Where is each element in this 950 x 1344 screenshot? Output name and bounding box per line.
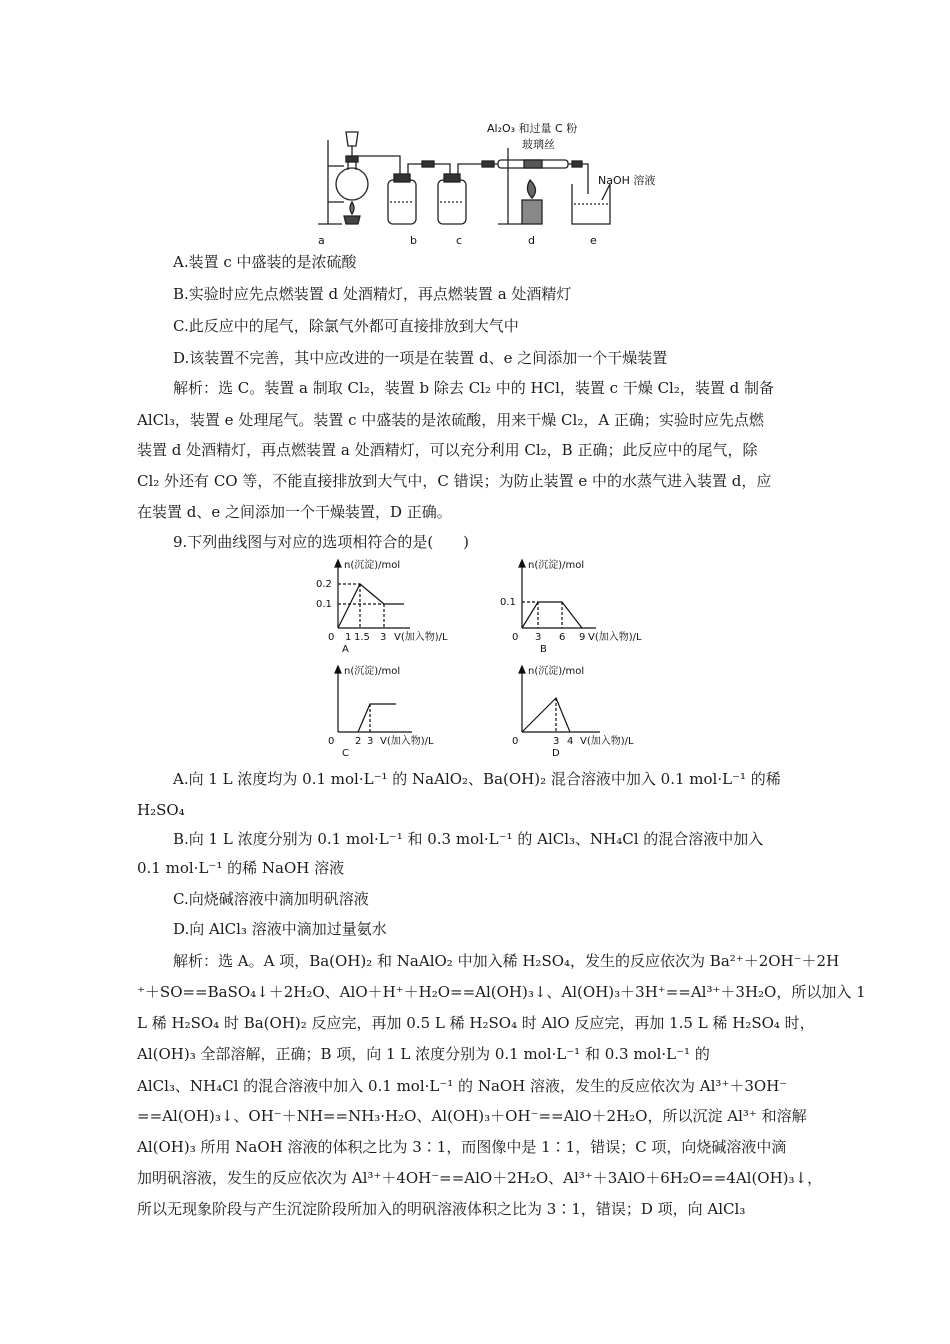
q9-analysis-line-3: L 稀 H₂SO₄ 时 Ba(OH)₂ 反应完，再加 0.5 L 稀 H₂SO₄ 时 AlO 反应完，再加 1.5 L 稀 H₂SO₄ 时， — [137, 1014, 815, 1032]
device-label-d: d — [528, 234, 535, 247]
q8-option-b: B.实验时应先点燃装置 d 处酒精灯，再点燃装置 a 处酒精灯 — [173, 285, 572, 303]
graph-a-x1: 1 — [345, 632, 352, 643]
graph-d-x2: 4 — [567, 736, 574, 747]
q9-option-c: C.向烧碱溶液中滴加明矾溶液 — [173, 890, 369, 908]
device-label-b: b — [410, 234, 417, 247]
glass-wool-label: 玻璃丝 — [522, 138, 555, 151]
q9-option-b-line-1: B.向 1 L 浓度分别为 0.1 mol·L⁻¹ 和 0.3 mol·L⁻¹ 的 AlCl₃、NH₄Cl 的混合溶液中加入 — [173, 830, 764, 848]
graph-a-name: A — [342, 644, 349, 655]
graph-c-xlabel: V(加入物)/L — [380, 736, 434, 747]
q9-stem: 9.下列曲线图与对应的选项相符合的是( ) — [173, 533, 470, 551]
chlorination-apparatus-diagram — [310, 118, 656, 250]
graph-c-ylabel: n(沉淀)/mol — [344, 666, 401, 677]
graph-b-y-arrow — [519, 560, 525, 567]
graph-a-y2: 0.1 — [316, 599, 332, 610]
graph-a-y-arrow — [335, 560, 341, 567]
graph-d-x1: 3 — [553, 736, 560, 747]
graph-a-xlabel: V(加入物)/L — [394, 632, 448, 643]
graph-c-x0: 0 — [328, 736, 335, 747]
q9-analysis-line-5: AlCl₃、NH₄Cl 的混合溶液中加入 0.1 mol·L⁻¹ 的 NaOH 溶液，发生的反应依次为 Al³⁺＋3OH⁻ — [137, 1077, 788, 1095]
q8-option-d: D.该装置不完善，其中应改进的一项是在装置 d、e 之间添加一个干燥装置 — [173, 349, 668, 367]
graph-a-ylabel: n(沉淀)/mol — [344, 560, 401, 571]
graph-d-y-arrow — [519, 666, 525, 673]
graph-b-x3: 9 — [579, 632, 586, 643]
graph-b-x1: 3 — [535, 632, 542, 643]
q8-analysis-line-3: 装置 d 处酒精灯，再点燃装置 a 处酒精灯，可以充分利用 Cl₂，B 正确；此反应中的尾气，除 — [137, 441, 758, 459]
q8-analysis-line-2: AlCl₃，装置 e 处理尾气。装置 c 中盛装的是浓硫酸，用来干燥 Cl₂，A 正确；实验时应先点燃 — [137, 411, 764, 429]
q8-analysis-line-5: 在装置 d、e 之间添加一个干燥装置，D 正确。 — [137, 503, 452, 521]
q8-analysis-line-4: Cl₂ 外还有 CO 等，不能直接排放到大气中，C 错误；为防止装置 e 中的水蒸气进入装置 d，应 — [137, 472, 772, 490]
q8-analysis-line-1: 解析：选 C。装置 a 制取 Cl₂，装置 b 除去 Cl₂ 中的 HCl，装置 c 干燥 Cl₂，装置 d 制备 — [173, 379, 774, 397]
graph-b-x2: 6 — [559, 632, 566, 643]
q9-analysis-line-1: 解析：选 A。A 项，Ba(OH)₂ 和 NaAlO₂ 中加入稀 H₂SO₄，发生的反应依次为 Ba²⁺＋2OH⁻＋2H — [173, 952, 840, 970]
graph-b-name: B — [540, 644, 547, 655]
graph-a-x0: 0 — [328, 632, 335, 643]
q9-analysis-line-7: Al(OH)₃ 所用 NaOH 溶液的体积之比为 3∶1，而图像中是 1∶1，错误；C 项，向烧碱溶液中滴 — [137, 1138, 787, 1156]
graph-c — [316, 662, 486, 758]
q9-analysis-line-2: ⁺＋SO==BaSO₄↓＋2H₂O、AlO＋H⁺＋H₂O==Al(OH)₃↓、Al(OH)₃＋3H⁺==Al³⁺＋3H₂O，所以加入 1 — [137, 983, 866, 1001]
graph-d-name: D — [552, 748, 560, 759]
q9-option-a-line-2: H₂SO₄ — [137, 801, 185, 819]
device-label-a: a — [318, 234, 325, 247]
q8-option-a: A.装置 c 中盛装的是浓硫酸 — [173, 253, 357, 271]
q9-analysis-line-4: Al(OH)₃ 全部溶解，正确；B 项，向 1 L 浓度分别为 0.1 mol·L⁻¹ 和 0.3 mol·L⁻¹ 的 — [137, 1045, 710, 1063]
q9-option-b-line-2: 0.1 mol·L⁻¹ 的稀 NaOH 溶液 — [137, 859, 345, 877]
graph-b-x0: 0 — [512, 632, 519, 643]
graph-a-x2: 1.5 — [354, 632, 370, 643]
graph-c-x2: 3 — [367, 736, 374, 747]
graph-d-curve — [522, 698, 570, 732]
graph-c-x1: 2 — [355, 736, 362, 747]
graph-b-curve — [522, 602, 582, 628]
device-label-c: c — [456, 234, 463, 247]
q9-analysis-line-8: 加明矾溶液，发生的反应依次为 Al³⁺＋4OH⁻==AlO＋2H₂O、Al³⁺＋3AlO＋6H₂O==4Al(OH)₃↓， — [137, 1169, 823, 1187]
graph-a-x3: 3 — [380, 632, 387, 643]
q8-option-c: C.此反应中的尾气，除氯气外都可直接排放到大气中 — [173, 317, 519, 335]
q9-analysis-line-9: 所以无现象阶段与产生沉淀阶段所加入的明矾溶液体积之比为 3∶1，错误；D 项，向 AlCl₃ — [137, 1200, 746, 1218]
reagent-label: Al₂O₃ 和过量 C 粉 — [487, 122, 578, 135]
graph-d-x0: 0 — [512, 736, 519, 747]
graph-d — [500, 662, 670, 758]
graph-b-y1: 0.1 — [500, 597, 516, 608]
graph-b-ylabel: n(沉淀)/mol — [528, 560, 585, 571]
graph-b — [500, 558, 670, 654]
naoh-label: NaOH 溶液 — [598, 174, 656, 187]
q9-option-d: D.向 AlCl₃ 溶液中滴加过量氨水 — [173, 920, 387, 938]
graph-d-xlabel: V(加入物)/L — [580, 736, 634, 747]
graph-a — [316, 558, 486, 654]
graph-c-y-arrow — [335, 666, 341, 673]
graph-a-curve-rise-fall — [338, 584, 384, 628]
graph-b-xlabel: V(加入物)/L — [588, 632, 642, 643]
device-label-e: e — [590, 234, 597, 247]
graph-c-curve — [358, 704, 396, 732]
q9-analysis-line-6: ==Al(OH)₃↓、OH⁻＋NH==NH₃·H₂O、Al(OH)₃＋OH⁻==AlO＋2H₂O，所以沉淀 Al³⁺ 和溶解 — [137, 1107, 807, 1125]
graph-d-ylabel: n(沉淀)/mol — [528, 666, 585, 677]
q9-option-a-line-1: A.向 1 L 浓度均为 0.1 mol·L⁻¹ 的 NaAlO₂、Ba(OH)₂ 混合溶液中加入 0.1 mol·L⁻¹ 的稀 — [173, 770, 781, 788]
graph-a-y1: 0.2 — [316, 579, 332, 590]
graph-c-name: C — [342, 748, 349, 759]
